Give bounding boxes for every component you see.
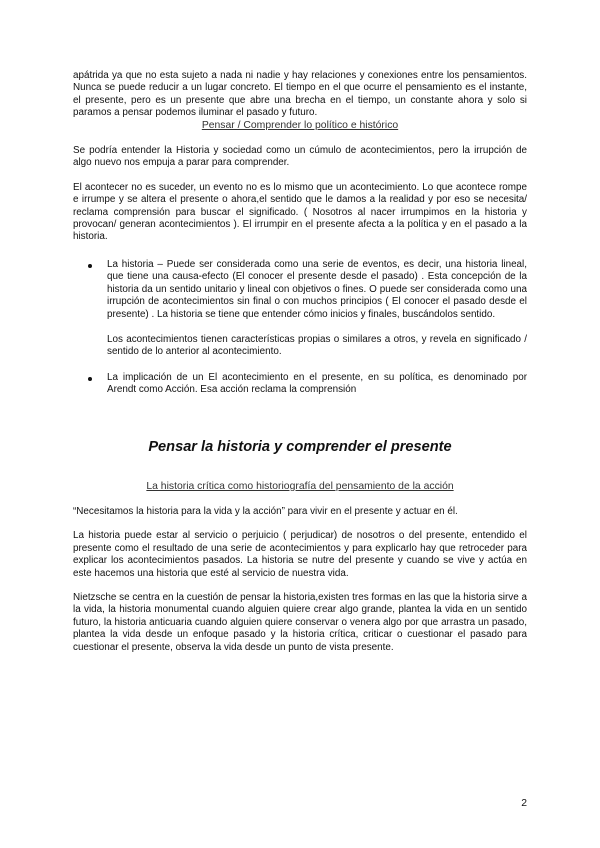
bullet-history-extra: Los acontecimientos tienen características propias o similares a otros, y revela en significado / sentido de lo anterior al acontecimiento. [107,333,527,358]
bullet-dot-icon [88,377,92,381]
paragraph-acontecer: El acontecer no es suceder, un evento no es lo mismo que un acontecimiento. Lo que acontece rompe e irrumpe y se altera el presente o ahora,el sentido que le damos a la realidad y por eso se necesita/ reclama comprensión para buscar el significado. ( Nosotros al nacer irrumpimos en la historia y provocan/ generan acontecimientos ). El irrumpir en el presente afecta a la política y en el pasado a la historia. [73,181,527,243]
bullet-implication-text: La implicación de un El acontecimiento en el presente, en su política, es denominado por Arendt como Acción. Esa acción reclama la comprensión [107,371,527,396]
section-title: Pensar la historia y comprender el presente [148,438,452,455]
subheading-political-historical: Pensar / Comprender lo político e histórico [201,119,399,131]
paragraph-thought-time: apátrida ya que no esta sujeto a nada ni nadie y hay relaciones y conexiones entre los pensamientos. Nunca se puede reducir a un lugar concreto. El tiempo en el que ocurre el pensamiento es el instante, el presente, pero es un presente que abre una brecha en el tiempo, un constante ahora y solo si paramos a pensar podemos iluminar el pasado y futuro. [73,70,527,119]
bullet-item-history [73,259,527,359]
bullet-dot-icon [88,264,92,268]
paragraph-history-service: La historia puede estar al servicio o perjuicio ( perjudicar) de nosotros o del presente, entendido el presente como el resultado de una serie de acontecimientos y para explicarlo hay que retroceder para explicar los acontecimientos pasados. La historia se nutre del presente y cuando se vive y actúa en este hacemos una historia que esté al servicio de nuestra vida. [73,530,527,579]
subheading-critical-history: La historia crítica como historiografía del pensamiento de la acción [146,480,454,492]
bullet-history-text: La historia – Puede ser considerada como una serie de eventos, es decir, una historia lineal, que tiene una causa-efecto (El conocer el presente desde el pasado) . Esta concepción de la historia da un sentido unitario y lineal con objetivos o fines. O puede ser considerada como una irrupción de acontecimientos sin final o con muchos principios ( El conocer el pasado desde el presente) . La historia se tiene que entender cómo inicios y finales, buscándolos sentido. [107,258,527,320]
bullet-list [73,259,527,397]
paragraph-history-society: Se podría entender la Historia y sociedad como un cúmulo de acontecimientos, pero la irrupción de algo nuevo nos empuja a parar para comprender. [73,145,527,169]
bullet-item-implication [73,372,527,397]
page-number: 2 [521,798,527,809]
document-page [73,70,527,654]
paragraph-quote: “Necesitamos la historia para la vida y la acción” para vivir en el presente y actuar en él. [73,505,458,517]
paragraph-nietzsche: Nietzsche se centra en la cuestión de pensar la historia,existen tres formas en las que la historia sirve a la vida, la historia monumental cuando alguien quiere crear algo grande, plantea la vida en un sentido futuro, la historia anticuaria cuando alguien quiere conservar o venera algo por que arrastra un pasado, plantea la vida desde un enfoque pasado y la historia crítica, criticar o cuestionar el pasado para cuestionar el presente, observa la vida desde un punto de vista presente. [73,591,527,653]
